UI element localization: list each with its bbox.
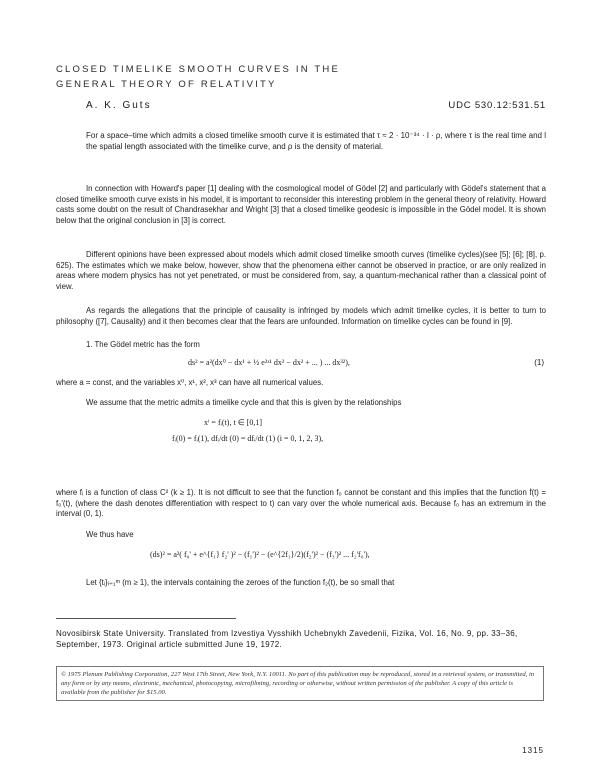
footnote-rule: [56, 618, 236, 619]
paragraph-1: In connection with Howard's paper [1] dealing with the cosmological model of Gödel [2] and particularly with Gödel's statement that a closed timelike smooth curve exists in his model, it is important to reconsider this interesting problem in the general theory of relativity. Howard casts some doubt on the result of Chandrasekhar and Wright [3] that a closed timelike geodesic is impossible in the Gödel model. It is shown below that the original conclusion in [3] is correct.: [56, 184, 546, 225]
equation-2-line-2: fᵢ(0) = fᵢ(1), dfᵢ/dt (0) = dfᵢ/dt (1) (i = 0, 1, 2, 3),: [172, 434, 324, 443]
equation-1: ds² = a²(dx⁰ − dx¹ + ½ e²ˣ¹ dx² − dx² + ... ) ... dx³²),: [188, 358, 350, 367]
paragraph-5: where a = const, and the variables x⁰, x¹, x², x³ can have all numerical values.: [56, 378, 324, 387]
paragraph-9: Let {tᵢ}ᵢ₌₁ᵐ (m ≥ 1), the intervals containing the zeroes of the function f₂(t), be so small that: [86, 578, 395, 587]
abstract: For a space–time which admits a closed timelike smooth curve it is estimated that τ ≈ 2 · 10⁻³⁴ · l · ρ, where τ is the real time and l the spatial length associated with the timelike curve, and ρ is the density of material.: [86, 131, 546, 151]
paragraph-3: As regards the allegations that the principle of causality is infringed by models which admit timelike cycles, it is better to turn to philosophy ([7], Causality) and it then becomes clear that the fears are unfounded. Information on timelike cycles can be found in [9].: [56, 306, 546, 326]
paragraph-6: We assume that the metric admits a timelike cycle and that this is given by the relationships: [86, 398, 402, 407]
equation-1-number: (1): [534, 358, 544, 367]
paragraph-2: Different opinions have been expressed about models which admit closed timelike smooth curves (timelike cycles)(see [5]; [6]; [8], p. 625). The estimates which we make below, however, show that the phenomena either cannot be observed in practice, or are only realized in areas where modern physics has not yet penetrated, or must be considered from, say, a quantum-mechanical rather than a classical point of view.: [56, 250, 546, 291]
footnote: Novosibirsk State University. Translated from Izvestiya Vysshikh Uchebnykh Zavedenii, Fizika, Vol. 16, No. 9, pp. 33–36, September, 1973. Original article submitted June 19, 1972.: [56, 629, 518, 649]
udc-code: UDC 530.12:531.51: [448, 100, 546, 111]
author-name: A. K. Guts: [86, 100, 152, 111]
title-line-1: CLOSED TIMELIKE SMOOTH CURVES IN THE: [56, 64, 341, 75]
copyright-notice: © 1975 Plenum Publishing Corporation, 227 West 17th Street, New York, N.Y. 10011. No part of this publication may be reproduced, stored in a retrieval system, or transmitted, in any form or by any means, electronic, mechanical, photocopying, microfilming, recording or otherwise, without written permission of the publisher. A copy of this article is available from the publisher for $15.00.: [56, 666, 544, 701]
page-number: 1315: [522, 746, 544, 755]
equation-2-line-1: xⁱ = fᵢ(t), t ∈ [0,1]: [204, 418, 262, 427]
paragraph-4: 1. The Gödel metric has the form: [86, 340, 200, 349]
paper-title: [56, 62, 340, 92]
paragraph-8: We thus have: [86, 530, 134, 539]
paragraph-7: where fᵢ is a function of class C² (k ≥ 1). It is not difficult to see that the function f₀ cannot be constant and this implies that the function ḟ(t) = f₀'(t), (where the dash denotes differentiation with respect to t) can vary over the whole numerical axis. Because f₀ has an extremum in the interval (0, 1).: [56, 488, 546, 519]
equation-3: (ds)² = a²( f₀' + e^{f₁} f₂' )² − (f₁')² − (e^{2f₁}/2)(f₂')² − (f₃')² ... f₂'f₀'),: [150, 550, 370, 559]
title-line-2: GENERAL THEORY OF RELATIVITY: [56, 79, 277, 90]
